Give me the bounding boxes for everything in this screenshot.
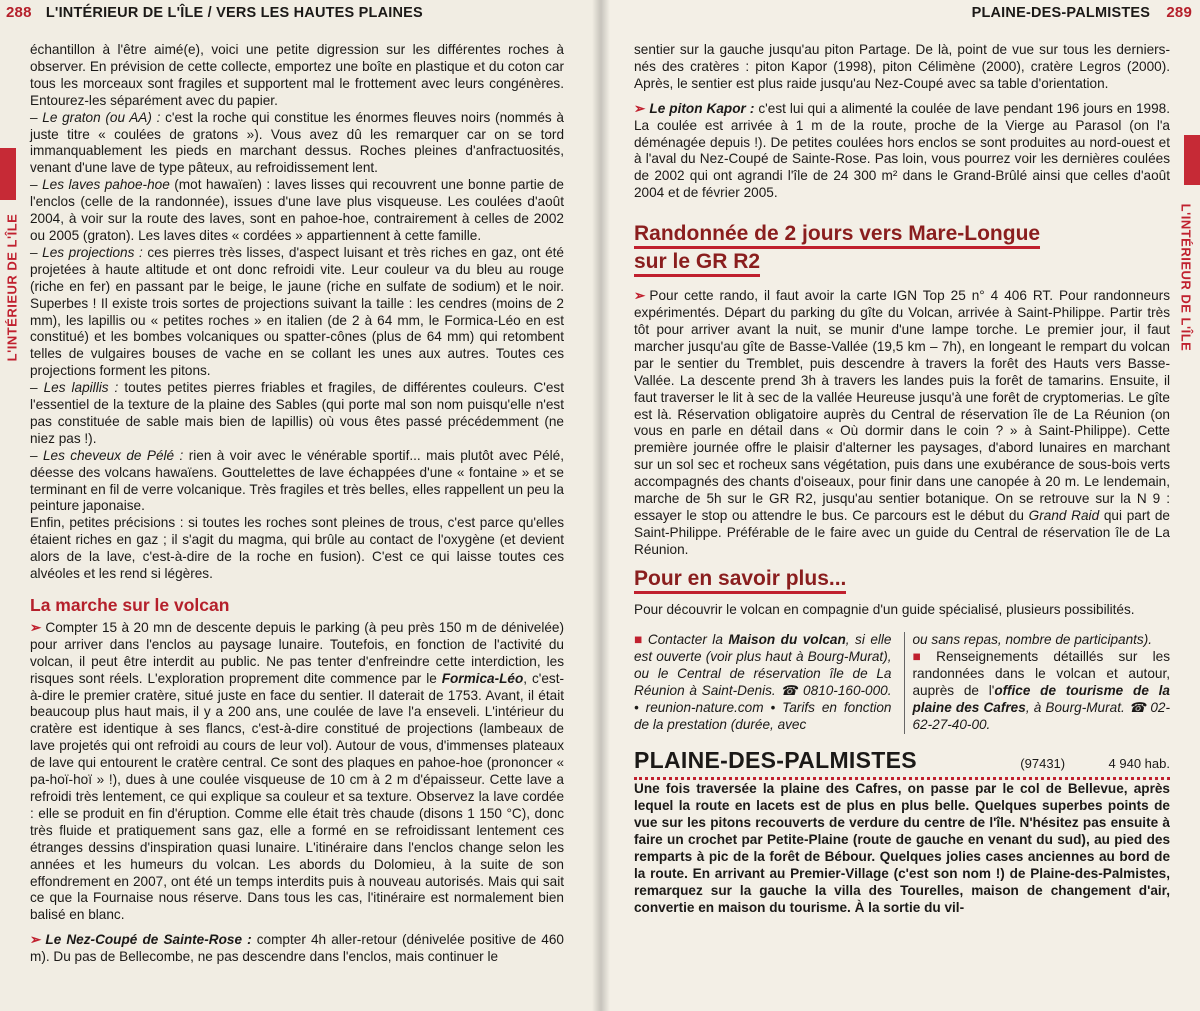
town-population: 4 940 hab. xyxy=(1108,755,1170,771)
info-columns xyxy=(634,632,1170,733)
info-column-2 xyxy=(904,632,1171,733)
place-name: Formica-Léo xyxy=(441,670,524,686)
text: , si elle est ouverte (voir plus haut à Bourg-Murat), ou le Central de réservation île de La Réunion à Saint-Denis. ☎ 0810-160-000. • reunion-nature.com • Tarifs en fonction de la prestation (durée, avec xyxy=(634,632,892,732)
text: compter 4h aller-retour (dénivelée positive de 460 m). Du pas de Bellecombe, ne pas descendre dans l'enclos, mais continuer le xyxy=(30,932,564,965)
paragraph: Pour découvrir le volcan en compagnie d'un guide spécialisé, plusieurs possibilités. xyxy=(634,601,1135,617)
paragraph-pele xyxy=(30,448,564,516)
left-side-label: L'INTÉRIEUR DE L'ÎLE xyxy=(4,213,20,362)
arrow-bullet-icon: ➢ xyxy=(30,932,42,948)
text: Pour cette rando, il faut avoir la carte IGN Top 25 n° 4 406 RT. Pour randonneurs expérimentés. Départ du parking du gîte du Volcan, arrivée à Saint-Philippe. Partir très tôt pour arriver avant la nuit, se munir d'une lampe torche. Le premier jour, il faut marcher jusqu'au gîte de Basse-Vallée (19,5 km – 7h), en longeant le rempart du volcan par le sentier du Tremblet, puis descendre à travers la forêt des Hauts vers Basse-Vallée. La descente prend 3h à travers les landes puis la forêt de tamarins. Ensuite, il faut traverser le lit à sec de la vallée Heureuse jusqu'à une forêt de cryptomerias. Le gîte est là. Réservation obligatoire auprès du Central de réservation île de La Réunion (on vous en parle en détail dans « Où dormir dans le coin ? » à Saint-Philippe). Cette première journée offre le plaisir d'alterner les paysages, d'abord lunaires en marchant sur un sol sec et rocheux sans végétation, puis dans une exubérance de sous-bois verts accompagnés des chants d'oiseaux, pour finir dans une canopée à 20 m. Le lendemain, marche de 5h sur le GR R2, jusqu'au sentier botanique. On se retrouve sur la N 9 : essayer le stop ou attendre le bus. Ce parcours est le début du xyxy=(634,288,1170,523)
text: qui part de Saint-Philippe. Préférable de le faire avec un guide du Central de réservation île de La Réunion. xyxy=(634,507,1170,557)
text: , à Bourg-Murat. ☎ 02-62-27-40-00. xyxy=(912,700,1170,732)
heading-line: sur le GR R2 xyxy=(634,250,760,277)
paragraph-projections xyxy=(30,245,564,380)
left-running-head xyxy=(6,4,423,21)
term: – Les lapillis : xyxy=(30,380,119,396)
square-bullet-icon: ■ xyxy=(634,632,644,648)
arrow-bullet-icon: ➢ xyxy=(634,100,646,116)
section-title: La marche sur le volcan xyxy=(30,595,230,615)
term: – Les projections : xyxy=(30,244,143,260)
text: Compter 15 à 20 mn de descente depuis le parking (à peu près 150 m de dénivelée) pour arriver dans l'enclos au paysage lunaire. Toutefois, en fonction de l'activité du volcan, il peut être interdit au public. Ne pas tenter d'enfreindre cette interdiction, les risques sont réels. L'exploration proprement dite commence par le xyxy=(30,619,564,686)
square-bullet-icon: ■ xyxy=(912,649,933,665)
heading-line: Pour en savoir plus... xyxy=(634,567,846,594)
town-postcode: (97431) xyxy=(1020,755,1066,771)
left-page-number: 288 xyxy=(6,4,32,21)
right-page-number: 289 xyxy=(1166,4,1192,21)
right-side-label: L'INTÉRIEUR DE L'ÎLE xyxy=(1178,203,1194,352)
term-text: c'est la roche qui constitue les énormes fleuves noirs (nommés à juste titre « coulées de gratons »). Vous avez dû les remarquer car on se tord immanquablement les pieds en marchant dessus. Roches pleines d'anfractuosités, venant d'une lave de type pâteux, au refroidissement lent. xyxy=(30,109,564,176)
text: , c'est-à-dire le premier cratère, situé juste en face du sentier. Il daterait de 1753. Avant, il était beaucoup plus haut mais, il y a 200 ans, une coulée de lave l'a enseveli. L'intérieur du cratère est identique à ses flancs, c'est-à-dire constitué de projections (lambeaux de lave projetés qui ont refroidi au cours de leur vol). Autour de vous, d'immenses plateaux de lave qui entourent le cratère central. Ce sont des plaques en pahoe-hoe (prononcer « pa-hoï-hoï » !), dues à une coulée visqueuse de 10 cm à 2 m d'épaisseur. Cette lave a refroidi très lentement, ce qui explique sa couleur et sa texture. Observez la lave cordée : elle se produit en fin d'éruption. Comme elle était très chaude (disons 1 150 °C), donc très fluide et pratiquement sans gaz, elle a formé en se refroidissant lentement ces étranges dessins d'inspiration quasi lunaire. L'itinéraire dans l'enclos change selon les années et les humeurs du volcan. Les abords du Dolomieu, à la suite de son effondrement en 2007, ont été un temps interdits puis à nouveau autorisés. Mais qui sait ce que la Fournaise nous réserve. Dans tous les cas, l'itinéraire est normalement bien balisé en blanc. xyxy=(30,670,564,923)
paragraph: sentier sur la gauche jusqu'au piton Partage. De là, point de vue sur tous les derniers-nés des cratères : piton Kapor (1998), piton Célimène (2000), cratère Legros (2000). Après, le sentier est plus raide jusqu'au Nez-Coupé avec sa table d'orientation. xyxy=(634,42,1170,91)
text: c'est lui qui a alimenté la coulée de lave pendant 196 jours en 1998. La coulée est arrivée à 1 m de la route, proche de la Vierge au Parasol (on l'a déménagée depuis !). De petites coulées hors enclos se sont produites au nord-ouest et à l'aval du Nez-Coupé de Sainte-Rose. Pas loin, vous pourrez voir les dernières coulées de 2002 qui ont agrandi l'île de 24 300 m² dans le Grand-Brûlé ainsi que celles d'août 2004 et de février 2005. xyxy=(634,100,1170,201)
place-name: Le piton Kapor : xyxy=(649,100,755,116)
heading-line: Randonnée de 2 jours vers Mare-Longue xyxy=(634,222,1040,249)
info-column-1 xyxy=(634,632,892,733)
arrow-bullet-icon: ➢ xyxy=(30,619,42,635)
place-name: office de tourisme de la plaine des Cafres xyxy=(912,683,1170,716)
paragraph-marche xyxy=(30,620,564,924)
arrow-bullet-icon: ➢ xyxy=(634,288,646,304)
text: ou sans repas, nombre de participants). xyxy=(912,632,1153,648)
town-name: PLAINE-DES-PALMISTES xyxy=(634,746,917,773)
savoir-heading xyxy=(634,566,1170,590)
term-text: ces pierres très lisses, d'aspect luisant et très riches en gaz, ont été projetées à haute altitude et ont donc refroidi vite. Leur couleur va du bleu au rouge (riche en fer) en passant par le beige, le jaune (riche en sulfate de sodium) et le noir. Superbes ! Il existe trois sortes de projections suivant la taille : les cendres (moins de 2 mm), les lapillis ou « petites roches » en italien (de 2 à 64 mm, le Formica-Léo en est constitué) et les bombes volcaniques ou spatter-cônes (plus de 64 mm) qui retombent telles de vulgaires bouses de vache en se collant les unes aux autres. Toutes ces projections forment les pitons. xyxy=(30,244,564,379)
paragraph-rando xyxy=(634,288,1170,559)
paragraph-graton xyxy=(30,110,564,178)
paragraph: Enfin, petites précisions : si toutes les roches sont pleines de trous, c'est parce qu'elles étaient riches en gaz ; il s'agit du magma, qui brûle au contact de l'oxygène (et devient alors de la lave, c'est-à-dire de la roche en fusion). C'est ce qui laisse toutes ces alvéoles et les rend si légères. xyxy=(30,515,564,582)
paragraph-kapor xyxy=(634,101,1170,202)
term-text: (mot hawaïen) : laves lisses qui recouvrent une bonne partie de l'enclos (celle de la randonnée), issues d'une lave plus visqueuse. Les coulées d'août 2004, à voir sur la route des laves, sont en pahoe-hoe, contrairement à celles de 2002 ou 2005 (graton). Les laves dites « cordées » appartiennent à cette famille. xyxy=(30,177,564,243)
right-page xyxy=(600,0,1200,1011)
town-header xyxy=(634,746,1170,780)
term: – Les cheveux de Pélé : xyxy=(30,447,184,463)
paragraph-pahoe xyxy=(30,177,564,245)
term: – Les laves pahoe-hoe xyxy=(30,177,170,193)
paragraph: échantillon à l'être aimé(e), voici une petite digression sur les différentes roches à observer. En prévision de cette collecte, emportez une boîte en plastique et du coton car tous les morceaux sont fragiles et supportent mal le frottement avec leurs congénères. Entourez-les séparément avec du papier. xyxy=(30,42,564,108)
right-text-column xyxy=(634,42,1170,916)
paragraph-lapillis xyxy=(30,380,564,448)
place-name: Le Nez-Coupé de Sainte-Rose : xyxy=(45,932,252,948)
right-running-head xyxy=(972,4,1192,21)
left-thumb-tab xyxy=(0,148,16,200)
town-intro: Une fois traversée la plaine des Cafres, on passe par le col de Bellevue, après lequel la route en lacets est de plus en plus belle. Quelques superbes points de vue sur les pitons recouverts de verdure du centre de l'île. N'hésitez pas ensuite à faire un crochet par Petite-Plaine (route de gauche en venant du sud), au pied des remparts à pic de la forêt de Bébour. Quelques jolies cases anciennes au bord de la route. En arrivant au Premier-Village (c'est son nom !) de Plaine-des-Palmistes, remarquez sur la gauche la villa des Tourelles, maison de changement d'air, convertie en maison du tourisme. À la sortie du vil- xyxy=(634,780,1170,915)
term: – Le graton (ou AA) : xyxy=(30,109,161,125)
text: Renseignements détaillés sur les randonnées dans le volcan et autour, auprès de l' xyxy=(912,649,1170,699)
term-text: toutes petites pierres friables et fragiles, de différentes couleurs. C'est l'essentiel de la texture de la plaine des Sables (qui porte mal son nom puisqu'elle n'est pas constituée de sable mais bien de lapillis) où vous êtes passé précédemment (ne niez pas !). xyxy=(30,380,564,446)
term-text: rien à voir avec le vénérable sportif... mais plutôt avec Pélé, déesse des volcans hawaïens. Gouttelettes de lave échappées d'une « fontaine » et se terminant en fil de verre volcanique. Très fragiles et très belles, elles rappellent un peu la peinture japonaise. xyxy=(30,447,564,514)
paragraph-nez-coupe xyxy=(30,932,564,966)
right-thumb-tab xyxy=(1184,135,1200,185)
right-running-head-text: PLAINE-DES-PALMISTES xyxy=(971,5,1151,21)
place-name: Maison du volcan xyxy=(728,632,846,648)
rando-heading xyxy=(634,220,1170,276)
left-running-head-text: L'INTÉRIEUR DE L'ÎLE / VERS LES HAUTES PLAINES xyxy=(45,5,423,21)
event-name: Grand Raid xyxy=(1028,507,1100,523)
text: Contacter la xyxy=(647,632,729,648)
left-text-column xyxy=(30,42,564,966)
